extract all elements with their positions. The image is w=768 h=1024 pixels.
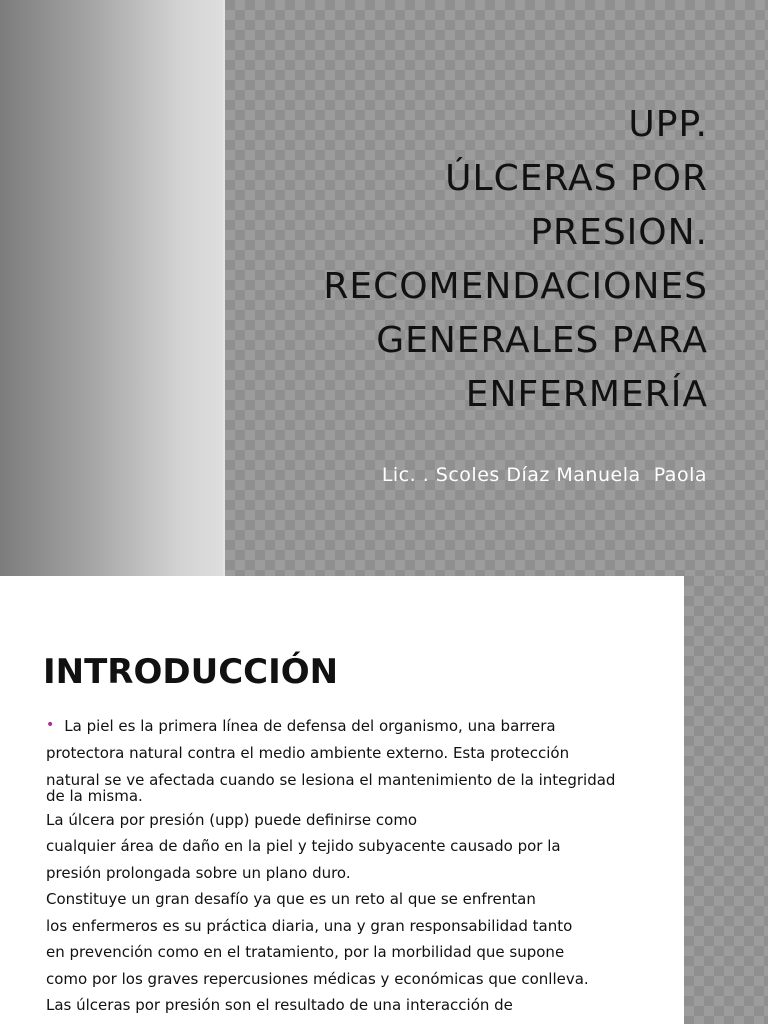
title-line: RECOMENDACIONES <box>323 266 708 307</box>
slide-subtitle: Lic. . Scoles Díaz Manuela Paola <box>381 464 707 486</box>
title-line: UPP. <box>628 104 708 145</box>
title-line: ÚLCERAS POR <box>445 158 708 199</box>
patterned-side-strip <box>684 576 768 1024</box>
title-line: PRESION. <box>530 212 708 253</box>
introduction-slide <box>0 576 768 1024</box>
body-line: los enfermeros es su práctica diaria, una y gran responsabilidad tanto <box>46 917 573 935</box>
body-line: presión prolongada sobre un plano duro. <box>46 864 351 882</box>
slide-title <box>238 98 708 422</box>
body-line: de la misma. <box>46 787 143 805</box>
body-line: como por los graves repercusiones médicas y económicas que conlleva. <box>46 970 589 988</box>
body-line: en prevención como en el tratamiento, por la morbilidad que supone <box>46 943 565 961</box>
body-line: La úlcera por presión (upp) puede definirse como <box>46 811 418 829</box>
patterned-title-panel <box>225 0 768 576</box>
body-line <box>46 713 636 740</box>
body-line: Constituye un gran desafío ya que es un reto al que se enfrentan <box>46 890 536 908</box>
bullet-icon: • <box>46 717 55 733</box>
slide-heading: INTRODUCCIÓN <box>43 652 339 692</box>
title-line: GENERALES PARA <box>376 320 708 361</box>
body-line-text: La piel es la primera línea de defensa del organismo, una barrera <box>64 717 556 735</box>
body-line: Las úlceras por presión son el resultado de una interacción de <box>46 996 513 1014</box>
left-gradient-panel <box>0 0 223 576</box>
body-line: cualquier área de daño en la piel y tejido subyacente causado por la <box>46 837 561 855</box>
body-line: protectora natural contra el medio ambiente externo. Esta protección <box>46 744 570 762</box>
title-line: ENFERMERÍA <box>465 374 708 415</box>
slide-body-text <box>46 713 636 1018</box>
body-line: natural se ve afectada cuando se lesiona el mantenimiento de la integridad <box>46 771 616 789</box>
